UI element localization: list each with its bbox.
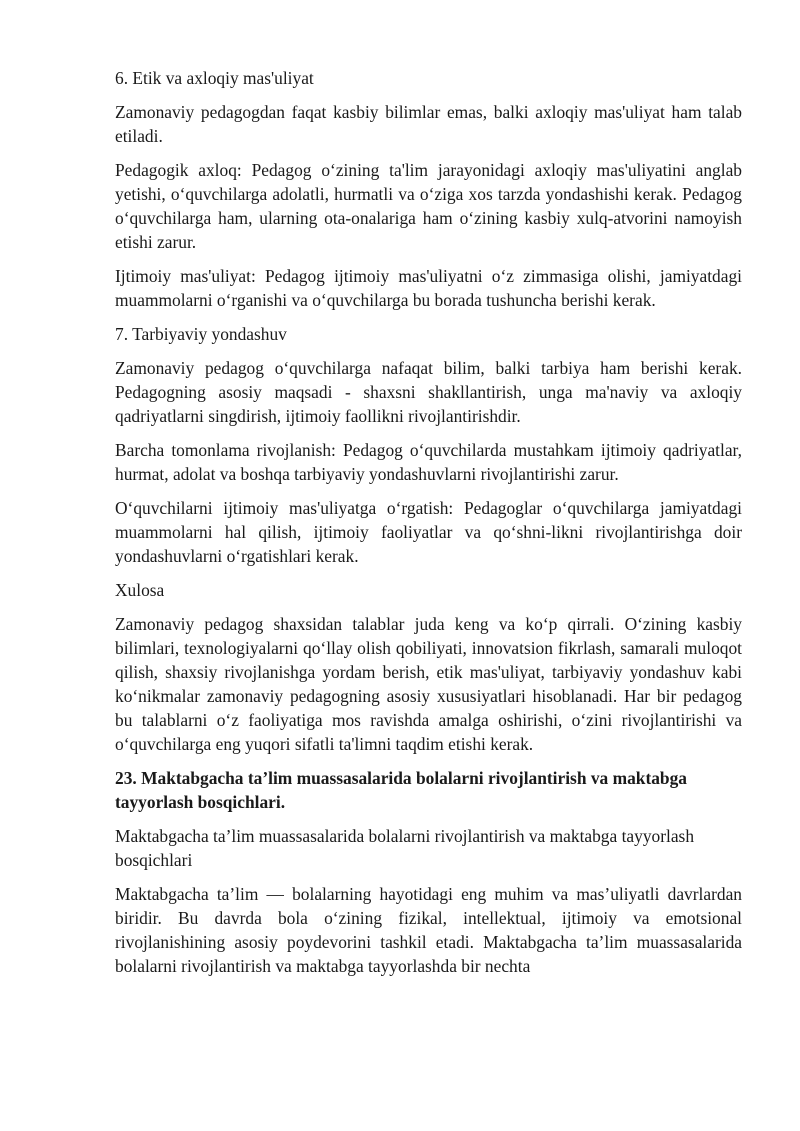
section-7-heading: 7. Tarbiyaviy yondashuv xyxy=(115,324,287,344)
paragraph: Ijtimoiy mas'uliyat: Pedagog ijtimoiy mas'uliyatni oʻz zimmasiga olishi, jamiyatdagi muammolarni oʻrganishi va oʻquvchilarga bu borada tushuncha berishi kerak. xyxy=(115,266,742,310)
subheading: Maktabgacha ta’lim muassasalarida bolalarni rivojlantirish va maktabga tayyorlash bosqichlari xyxy=(115,826,695,870)
paragraph: Maktabgacha ta’lim — bolalarning hayotidagi eng muhim va mas’uliyatli davrlardan biridir. Bu davrda bola oʻzining fizikal, intellektual, ijtimoiy va emotsional rivojlanishining asosiy poydevorini tashkil etadi. Maktabgacha ta’lim muassasalarida bolalarni rivojlantirish va maktabga tayyorlashda bir nechta xyxy=(115,884,742,976)
document-page xyxy=(115,66,742,988)
question-23-heading: 23. Maktabgacha ta’lim muassasalarida bolalarni rivojlantirish va maktabga tayyorlash bosqichlari. xyxy=(115,768,687,812)
paragraph: Oʻquvchilarni ijtimoiy mas'uliyatga oʻrgatish: Pedagoglar oʻquvchilarga jamiyatdagi muammolarni hal qilish, ijtimoiy faoliyatlar va qoʻshni-likni rivojlantirishga doir yondashuvlarni oʻrgatishlari kerak. xyxy=(115,498,742,566)
paragraph: Barcha tomonlama rivojlanish: Pedagog oʻquvchilarda mustahkam ijtimoiy qadriyatlar, hurmat, adolat va boshqa tarbiyaviy yondashuvlarni rivojlantirishi zarur. xyxy=(115,440,742,484)
paragraph: Zamonaviy pedagog shaxsidan talablar juda keng va koʻp qirrali. Oʻzining kasbiy bilimlari, texnologiyalarni qoʻllay olish qobiliyati, innovatsion fikrlash, samarali muloqot qilish, shaxsiy rivojlanishga yordam berish, etik mas'uliyat, tarbiyaviy yondashuv kabi koʻnikmalar zamonaviy pedagogning asosiy xususiyatlari hisoblanadi. Har bir pedagog bu talablarni oʻz faoliyatiga mos ravishda amalga oshirishi, oʻzini rivojlantirishi va oʻquvchilarga eng yuqori sifatli ta'limni taqdim etishi kerak. xyxy=(115,614,742,754)
section-6-heading: 6. Etik va axloqiy mas'uliyat xyxy=(115,68,314,88)
paragraph: Pedagogik axloq: Pedagog oʻzining ta'lim jarayonidagi axloqiy mas'uliyatini anglab yetishi, oʻquvchilarga adolatli, hurmatli va oʻziga xos tarzda yondashishi kerak. Pedagog oʻquvchilarga ham, ularning ota-onalariga ham oʻzining kasbiy xulq-atvorini namoyish etishi zarur. xyxy=(115,160,742,252)
paragraph: Zamonaviy pedagogdan faqat kasbiy bilimlar emas, balki axloqiy mas'uliyat ham talab etiladi. xyxy=(115,102,742,146)
conclusion-heading: Xulosa xyxy=(115,580,165,600)
paragraph: Zamonaviy pedagog oʻquvchilarga nafaqat bilim, balki tarbiya ham berishi kerak. Pedagogning asosiy maqsadi - shaxsni shakllantirish, unga ma'naviy va axloqiy qadriyatlarni singdirish, ijtimoiy faollikni rivojlantirishdir. xyxy=(115,358,742,426)
